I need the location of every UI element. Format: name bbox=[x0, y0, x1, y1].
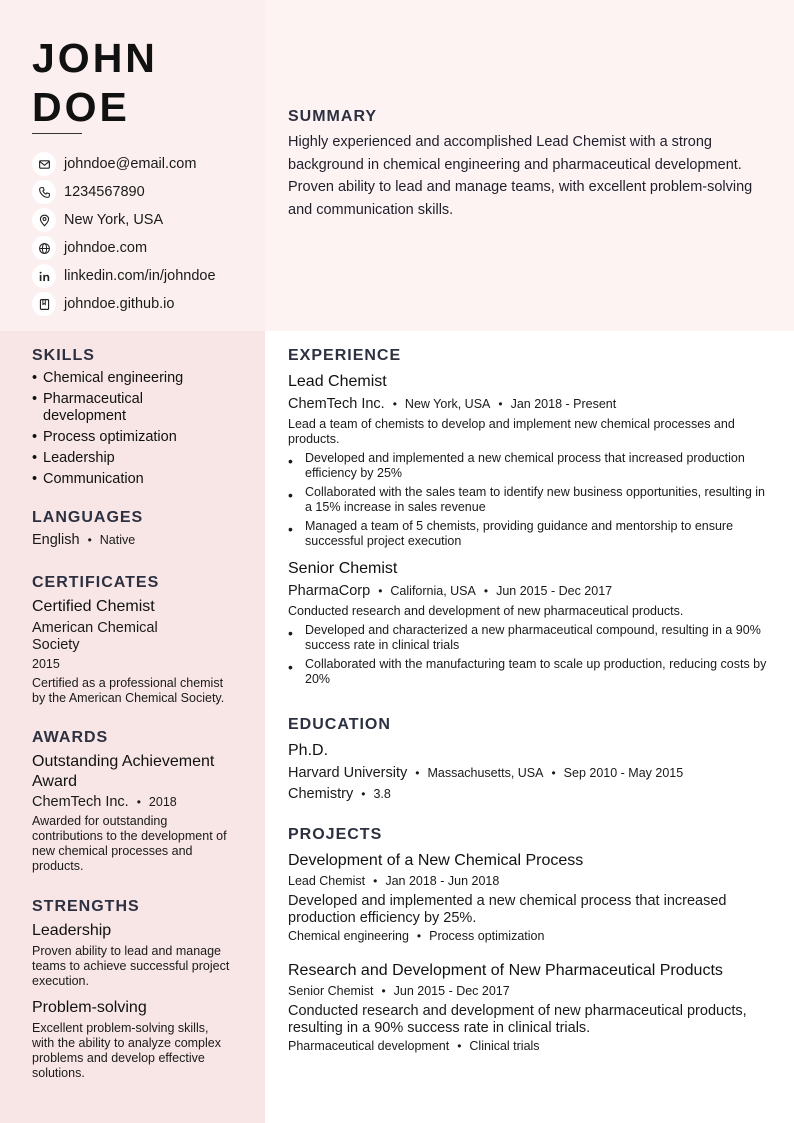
list-item: • Process optimization bbox=[32, 429, 177, 445]
job-entry bbox=[288, 559, 772, 687]
experience-section bbox=[288, 347, 772, 691]
certificate-description: Certified as a professional chemist by the American Chemical Society. bbox=[32, 676, 225, 705]
email-text: johndoe@email.com bbox=[64, 156, 197, 172]
education-degree: Ph.D. bbox=[288, 742, 329, 759]
project-tag: Chemical engineering bbox=[288, 929, 409, 943]
job-dates: Jun 2015 - Dec 2017 bbox=[496, 584, 613, 598]
education-field-line: Chemistry • 3.8 bbox=[288, 786, 391, 802]
strength-title: Problem-solving bbox=[32, 999, 147, 1016]
education-location: Massachusetts, USA bbox=[427, 766, 544, 780]
location-pin-icon bbox=[32, 208, 56, 232]
project-title: Development of a New Chemical Process bbox=[288, 852, 584, 869]
language-entry: English • Native bbox=[32, 532, 136, 548]
strength-title: Leadership bbox=[32, 922, 112, 939]
education-dates: Sep 2010 - May 2015 bbox=[563, 766, 684, 780]
project-tag: Process optimization bbox=[429, 929, 545, 943]
list-item: • Pharmaceutical development bbox=[32, 391, 237, 425]
project-tag: Pharmaceutical development bbox=[288, 1039, 450, 1053]
bullet-text: Collaborated with the sales team to identify new business opportunities, resulting in a 15% increase in sales revenue bbox=[305, 485, 765, 514]
name-divider bbox=[32, 133, 82, 134]
certificates-heading: CERTIFICATES bbox=[32, 574, 160, 591]
strengths-section bbox=[32, 898, 237, 1081]
summary-text: Highly experienced and accomplished Lead Chemist with a strong background in chemical engineering and pharmaceutical development. Proven ability to lead and manage teams, with excellent problem-solving and communication skills. bbox=[288, 134, 753, 218]
education-heading: EDUCATION bbox=[288, 716, 391, 733]
awards-section bbox=[32, 729, 237, 874]
language-level: Native bbox=[99, 533, 136, 547]
job-bullets bbox=[288, 451, 772, 549]
github-text: johndoe.github.io bbox=[64, 296, 175, 312]
project-entry bbox=[288, 851, 772, 944]
candidate-name bbox=[32, 34, 158, 132]
contact-email[interactable] bbox=[32, 150, 216, 178]
list-item: • Collaborated with the sales team to identify new business opportunities, resulting in a 15% increase in sales revenue bbox=[288, 485, 772, 515]
language-name: English bbox=[32, 532, 80, 548]
skill-text: Process optimization bbox=[43, 429, 177, 445]
skills-list bbox=[32, 370, 237, 488]
contact-website[interactable] bbox=[32, 234, 216, 262]
job-description: Conducted research and development of new pharmaceutical products. bbox=[288, 604, 684, 618]
summary-heading: SUMMARY bbox=[288, 108, 378, 125]
location-text: New York, USA bbox=[64, 212, 164, 228]
job-meta: PharmaCorp • California, USA • Jun 2015 - Dec 2017 bbox=[288, 583, 613, 599]
job-title: Lead Chemist bbox=[288, 373, 387, 390]
list-item: • Chemical engineering bbox=[32, 370, 184, 386]
skill-text: Pharmaceutical development bbox=[43, 391, 143, 424]
project-tags: Chemical engineering • Process optimization bbox=[288, 929, 545, 943]
education-school: Harvard University bbox=[288, 765, 408, 781]
contact-location bbox=[32, 206, 216, 234]
bullet-text: Collaborated with the manufacturing team to scale up production, reducing costs by 20% bbox=[305, 657, 767, 686]
linkedin-text: linkedin.com/in/johndoe bbox=[64, 268, 216, 284]
education-section bbox=[288, 716, 772, 804]
bullet-text: Developed and characterized a new pharmaceutical compound, resulting in a 90% success rate in clinical trials bbox=[305, 623, 761, 652]
education-field: Chemistry bbox=[288, 786, 354, 802]
award-year: 2018 bbox=[148, 795, 177, 809]
project-tag: Clinical trials bbox=[469, 1039, 540, 1053]
phone-text: 1234567890 bbox=[64, 184, 145, 200]
project-title: Research and Development of New Pharmaceutical Products bbox=[288, 962, 723, 979]
certificates-section bbox=[32, 574, 237, 706]
education-gpa: 3.8 bbox=[373, 787, 391, 801]
projects-heading: PROJECTS bbox=[288, 826, 383, 843]
skill-text: Chemical engineering bbox=[43, 370, 184, 386]
list-item: • Managed a team of 5 chemists, providing guidance and mentorship to ensure successful project execution bbox=[288, 519, 772, 549]
contact-github[interactable] bbox=[32, 290, 216, 318]
job-company: ChemTech Inc. bbox=[288, 396, 385, 412]
job-company: PharmaCorp bbox=[288, 583, 371, 599]
skill-text: Communication bbox=[43, 471, 144, 487]
strengths-heading: STRENGTHS bbox=[32, 898, 140, 915]
award-issuer-line: ChemTech Inc. • 2018 bbox=[32, 794, 177, 810]
job-dates: Jan 2018 - Present bbox=[510, 397, 617, 411]
list-item: • Collaborated with the manufacturing team to scale up production, reducing costs by 20% bbox=[288, 657, 772, 687]
certificate-issuer: American Chemical Society bbox=[32, 620, 158, 653]
project-entry bbox=[288, 961, 772, 1054]
project-dates: Jun 2015 - Dec 2017 bbox=[393, 984, 510, 998]
job-meta: ChemTech Inc. • New York, USA • Jan 2018 - Present bbox=[288, 396, 617, 412]
project-dates: Jan 2018 - Jun 2018 bbox=[385, 874, 500, 888]
strength-description: Excellent problem-solving skills, with the ability to analyze complex problems and develop effective solutions. bbox=[32, 1021, 221, 1080]
job-description: Lead a team of chemists to develop and implement new chemical processes and products. bbox=[288, 417, 735, 446]
experience-heading: EXPERIENCE bbox=[288, 347, 402, 364]
project-description: Conducted research and development of new pharmaceutical products, resulting in a 90% success rate in clinical trials. bbox=[288, 1003, 747, 1036]
strength-description: Proven ability to lead and manage teams to achieve successful project execution. bbox=[32, 944, 230, 988]
award-description: Awarded for outstanding contributions to the development of new chemical processes and products. bbox=[32, 814, 227, 873]
skill-text: Leadership bbox=[43, 450, 115, 466]
certificate-title: Certified Chemist bbox=[32, 598, 155, 615]
certificate-year: 2015 bbox=[32, 657, 60, 671]
list-item: • Leadership bbox=[32, 450, 115, 466]
linkedin-icon bbox=[32, 264, 56, 288]
award-title: Outstanding Achievement Award bbox=[32, 753, 215, 790]
job-entry bbox=[288, 372, 772, 549]
project-meta: Lead Chemist • Jan 2018 - Jun 2018 bbox=[288, 874, 500, 888]
phone-icon bbox=[32, 180, 56, 204]
skills-section bbox=[32, 347, 237, 492]
contact-phone[interactable] bbox=[32, 178, 216, 206]
job-location: New York, USA bbox=[404, 397, 491, 411]
project-tags: Pharmaceutical development • Clinical trials bbox=[288, 1039, 540, 1053]
mail-icon bbox=[32, 152, 56, 176]
job-location: California, USA bbox=[390, 584, 476, 598]
website-text: johndoe.com bbox=[64, 240, 148, 256]
name-first: JOHN bbox=[32, 35, 158, 81]
project-description: Developed and implemented a new chemical process that increased production efficiency by 25%. bbox=[288, 893, 727, 926]
list-item: • Developed and implemented a new chemical process that increased production efficiency by 25% bbox=[288, 451, 772, 481]
project-role: Lead Chemist bbox=[288, 874, 366, 888]
contact-list bbox=[32, 150, 216, 318]
job-bullets bbox=[288, 623, 772, 687]
job-title: Senior Chemist bbox=[288, 560, 398, 577]
award-issuer: ChemTech Inc. bbox=[32, 794, 129, 810]
project-role: Senior Chemist bbox=[288, 984, 374, 998]
contact-linkedin[interactable] bbox=[32, 262, 216, 290]
awards-heading: AWARDS bbox=[32, 729, 109, 746]
languages-heading: LANGUAGES bbox=[32, 509, 144, 526]
languages-section bbox=[32, 509, 237, 549]
summary-section bbox=[288, 108, 772, 221]
project-meta: Senior Chemist • Jun 2015 - Dec 2017 bbox=[288, 984, 510, 998]
projects-section bbox=[288, 826, 772, 1054]
globe-icon bbox=[32, 236, 56, 260]
list-item: • Communication bbox=[32, 471, 144, 487]
name-last: DOE bbox=[32, 84, 130, 130]
bullet-text: Managed a team of 5 chemists, providing guidance and mentorship to ensure successful project execution bbox=[305, 519, 734, 548]
skills-heading: SKILLS bbox=[32, 347, 95, 364]
education-meta: Harvard University • Massachusetts, USA • Sep 2010 - May 2015 bbox=[288, 765, 684, 781]
bullet-text: Developed and implemented a new chemical process that increased production efficiency by 25% bbox=[305, 451, 745, 480]
bookmark-icon bbox=[32, 292, 56, 316]
list-item: • Developed and characterized a new pharmaceutical compound, resulting in a 90% success rate in clinical trials bbox=[288, 623, 772, 653]
